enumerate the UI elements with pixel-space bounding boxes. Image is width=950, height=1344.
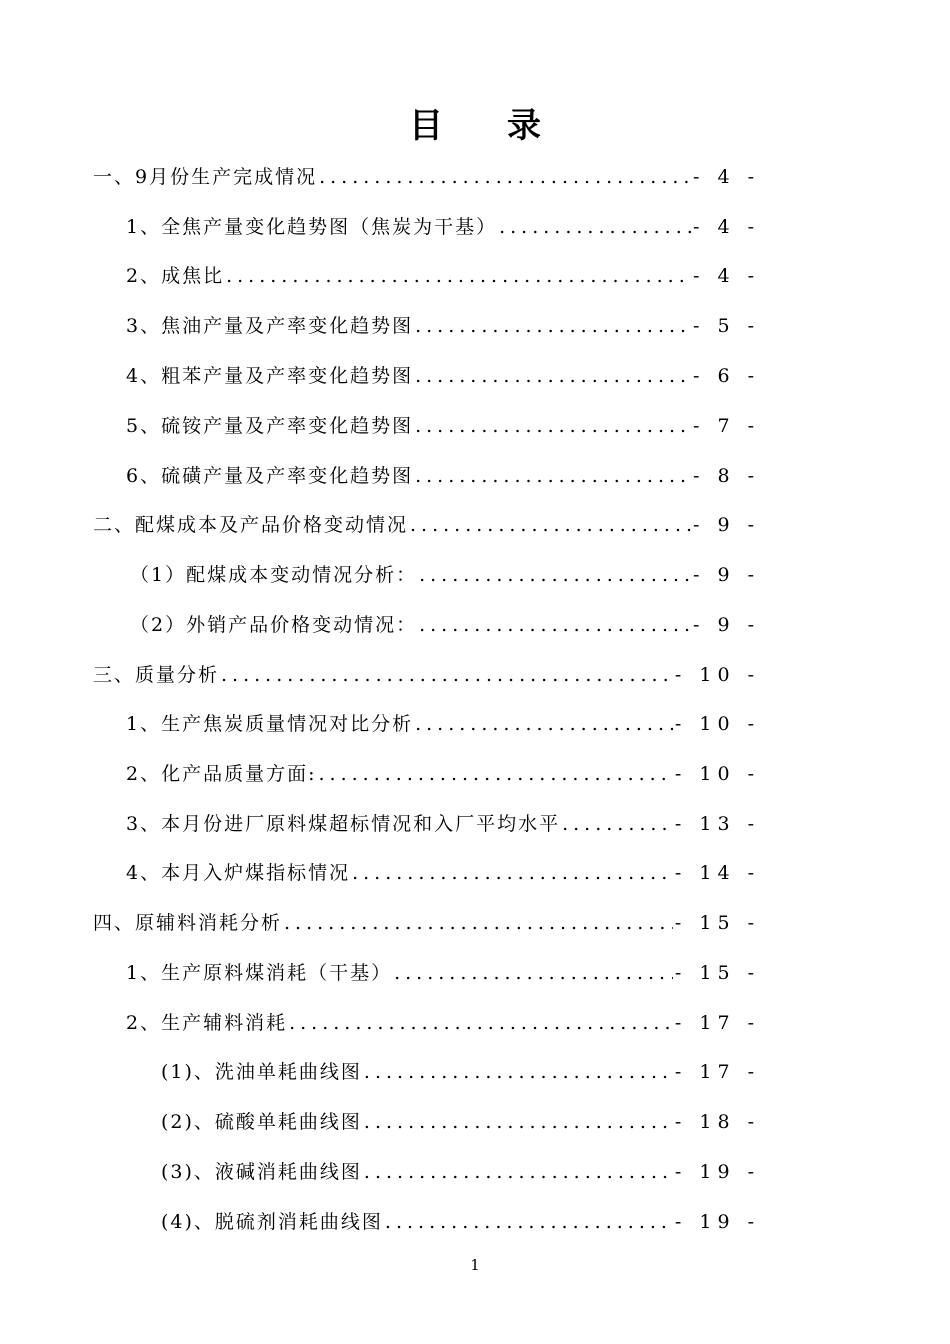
toc-entry-page: - 6 - xyxy=(692,365,760,387)
toc-entry[interactable] xyxy=(0,162,760,192)
toc-entry-label: 2、成焦比 xyxy=(126,265,225,287)
toc-leader-dots xyxy=(415,461,691,491)
toc-entry[interactable] xyxy=(0,1207,760,1237)
toc-entry-label: 1、生产焦炭质量情况对比分析 xyxy=(126,713,414,735)
toc-leader-dots xyxy=(499,212,691,242)
toc-entry[interactable] xyxy=(0,1008,760,1038)
toc-entry[interactable] xyxy=(0,1107,760,1137)
toc-entry-page: - 14 - xyxy=(674,862,760,884)
toc-entry-label: 6、硫磺产量及产率变化趋势图 xyxy=(126,465,414,487)
toc-entry[interactable] xyxy=(0,361,760,391)
toc-leader-dots xyxy=(364,1107,673,1137)
toc-entry[interactable] xyxy=(0,461,760,491)
toc-entry-label: 2、化产品质量方面: xyxy=(126,763,317,785)
toc-entry-label: 一、9月份生产完成情况 xyxy=(93,166,318,188)
toc-entry-label: 二、配煤成本及产品价格变动情况 xyxy=(93,514,409,536)
toc-entry-label: 3、本月份进厂原料煤超标情况和入厂平均水平 xyxy=(126,813,561,835)
toc-leader-dots xyxy=(364,1057,673,1087)
toc-entry[interactable] xyxy=(0,261,760,291)
toc-entry[interactable] xyxy=(0,858,760,888)
toc-entry[interactable] xyxy=(0,1157,760,1187)
toc-entry-page: - 9 - xyxy=(692,614,760,636)
toc-entry-page: - 7 - xyxy=(692,415,760,437)
toc-entry-page: - 17 - xyxy=(674,1061,760,1083)
toc-leader-dots xyxy=(221,660,673,690)
toc-leader-dots xyxy=(289,1008,673,1038)
toc-entry-page: - 10 - xyxy=(674,664,760,686)
toc-entry-page: - 9 - xyxy=(692,564,760,586)
toc-entry-page: - 15 - xyxy=(674,912,760,934)
toc-entry[interactable] xyxy=(0,908,760,938)
toc-entry-page: - 5 - xyxy=(692,315,760,337)
toc-leader-dots xyxy=(226,261,691,291)
toc-entry-label: 1、全焦产量变化趋势图（焦炭为干基） xyxy=(126,216,498,238)
toc-leader-dots xyxy=(364,1157,673,1187)
toc-entry[interactable] xyxy=(0,610,760,640)
toc-entry[interactable] xyxy=(0,1057,760,1087)
toc-entry-page: - 15 - xyxy=(674,962,760,984)
toc-entry-label: （2）外销产品价格变动情况： xyxy=(130,614,418,636)
toc-entry-label: (1)、洗油单耗曲线图 xyxy=(161,1061,362,1083)
toc-entry[interactable] xyxy=(0,759,760,789)
toc-entry-page: - 4 - xyxy=(692,216,760,238)
toc-entry-page: - 17 - xyxy=(674,1012,760,1034)
toc-entry-label: （1）配煤成本变动情况分析： xyxy=(130,564,418,586)
toc-entry-page: - 18 - xyxy=(674,1111,760,1133)
toc-entry-page: - 19 - xyxy=(674,1161,760,1183)
toc-leader-dots xyxy=(385,1207,673,1237)
toc-entry[interactable] xyxy=(0,411,760,441)
toc-leader-dots xyxy=(415,411,691,441)
toc-leader-dots xyxy=(284,908,673,938)
toc-entry[interactable] xyxy=(0,560,760,590)
toc-entry-page: - 8 - xyxy=(692,465,760,487)
toc-entry[interactable] xyxy=(0,709,760,739)
toc-leader-dots xyxy=(394,958,673,988)
toc-entry-page: - 19 - xyxy=(674,1211,760,1233)
toc-leader-dots xyxy=(415,361,691,391)
toc-leader-dots xyxy=(319,759,673,789)
toc-entry-label: 1、生产原料煤消耗（干基） xyxy=(126,962,393,984)
toc-entry-label: 4、本月入炉煤指标情况 xyxy=(126,862,351,884)
toc-entry-label: 3、焦油产量及产率变化趋势图 xyxy=(126,315,414,337)
toc-entry-label: 2、生产辅料消耗 xyxy=(126,1012,288,1034)
toc-entry-page: - 13 - xyxy=(674,813,760,835)
toc-entry-label: 5、硫铵产量及产率变化趋势图 xyxy=(126,415,414,437)
toc-entry-page: - 10 - xyxy=(674,713,760,735)
toc-leader-dots xyxy=(319,162,691,192)
toc-entry[interactable] xyxy=(0,958,760,988)
toc-entry[interactable] xyxy=(0,660,760,690)
toc-entry[interactable] xyxy=(0,809,760,839)
toc-leader-dots xyxy=(562,809,673,839)
toc-entry[interactable] xyxy=(0,311,760,341)
toc-entry-label: 4、粗苯产量及产率变化趋势图 xyxy=(126,365,414,387)
toc-entry-page: - 4 - xyxy=(692,265,760,287)
toc-entry[interactable] xyxy=(0,212,760,242)
toc-entry-page: - 10 - xyxy=(674,763,760,785)
toc-entry-label: (4)、脱硫剂消耗曲线图 xyxy=(161,1211,383,1233)
toc-entry-label: 三、质量分析 xyxy=(93,664,220,686)
toc-entry-page: - 9 - xyxy=(692,514,760,536)
toc-entry-page: - 4 - xyxy=(692,166,760,188)
toc-leader-dots xyxy=(419,560,691,590)
toc-leader-dots xyxy=(352,858,673,888)
toc-entry-label: 四、原辅料消耗分析 xyxy=(93,912,283,934)
page-number: 1 xyxy=(470,1256,480,1274)
toc-entry[interactable] xyxy=(0,510,760,540)
toc-leader-dots xyxy=(410,510,691,540)
toc-leader-dots xyxy=(415,311,691,341)
toc-leader-dots xyxy=(419,610,691,640)
page-title: 目录 xyxy=(409,106,605,146)
toc-entry-label: (3)、液碱消耗曲线图 xyxy=(161,1161,362,1183)
toc-leader-dots xyxy=(415,709,673,739)
toc-entry-label: (2)、硫酸单耗曲线图 xyxy=(161,1111,362,1133)
